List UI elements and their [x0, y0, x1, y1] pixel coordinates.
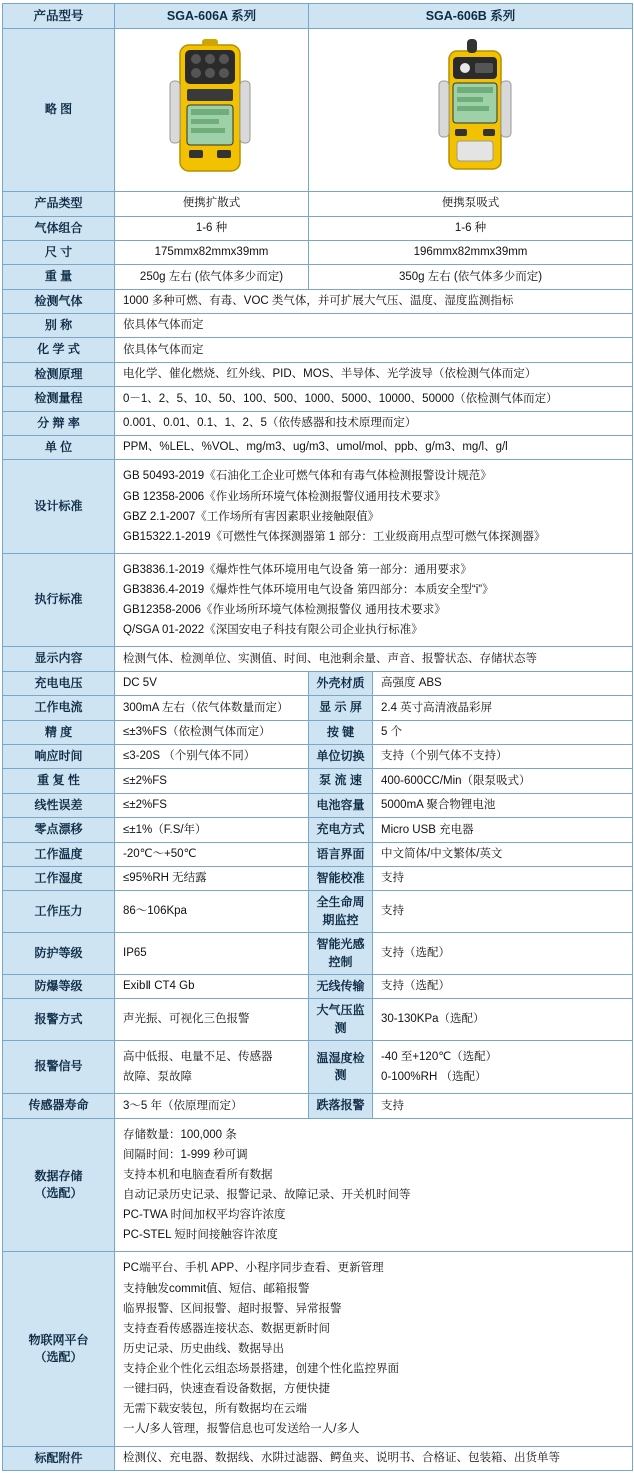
spec-right-value: 支持（选配） [373, 974, 633, 998]
spec-right-value: 5000mA 聚合物锂电池 [373, 793, 633, 817]
temp-humidity-line: 0-100%RH （选配） [381, 1071, 487, 1084]
spec-right-label: 显 示 屏 [309, 696, 373, 720]
accessories-label: 标配附件 [3, 1446, 115, 1470]
alarm-signal-line: 故障、泵故障 [123, 1071, 192, 1084]
spec-left-label: 响应时间 [3, 744, 115, 768]
iot-line: PC端平台、手机 APP、小程序同步查看、更新管理 [123, 1262, 384, 1275]
spec-left-label: 报警方式 [3, 999, 115, 1041]
sensor-life-value: 3～5 年（依原理而定） [115, 1094, 309, 1118]
spec-right-value: 5 个 [373, 720, 633, 744]
iot-label-line1: 物联网平台 [28, 1332, 89, 1347]
iot-line: 一键扫码，快速查看设备数据，方便快捷 [123, 1383, 330, 1396]
spec-right-label: 语言界面 [309, 842, 373, 866]
spec-left-label: 工作电流 [3, 696, 115, 720]
drop-alarm-label: 跌落报警 [309, 1094, 373, 1118]
spec-left-label: 工作温度 [3, 842, 115, 866]
iot-label [3, 1252, 115, 1446]
weight-label: 重 量 [3, 265, 115, 289]
device-image-b [309, 29, 633, 192]
exec-standard-line: GB3836.1-2019《爆炸性气体环境用电气设备 第一部分：通用要求》 [123, 563, 472, 576]
detect-gas-label: 检测气体 [3, 289, 115, 313]
spec-left-value: ≤95%RH 无结露 [115, 866, 309, 890]
table-row-unit [3, 436, 633, 460]
alarm-signal-value [115, 1041, 309, 1094]
table-row-display-content [3, 647, 633, 671]
spec-right-label: 泵 流 速 [309, 769, 373, 793]
design-standard-line: GBZ 2.1-2007《工作场所有害因素职业接触限值》 [123, 510, 380, 523]
design-standard-line: GB15322.1-2019《可燃性气体探测器第 1 部分：工业级商用点型可燃气体探测器》 [123, 530, 546, 543]
temp-humidity-value [373, 1041, 633, 1094]
iot-line: 临界报警、区间报警、超时报警、异常报警 [123, 1302, 342, 1315]
table-row-product-type [3, 192, 633, 216]
table-row-spec-4 [3, 769, 633, 793]
temp-humidity-line: -40 至+120℃（选配） [381, 1051, 498, 1064]
table-row-spec-2 [3, 720, 633, 744]
iot-line: 支持企业个性化云组态场景搭建，创建个性化监控界面 [123, 1363, 399, 1376]
table-row-resolution [3, 411, 633, 435]
table-row-spec-5 [3, 793, 633, 817]
table-row-spec-12 [3, 999, 633, 1041]
spec-left-label: 重 复 性 [3, 769, 115, 793]
table-row-spec-1 [3, 696, 633, 720]
spec-left-label: 线性误差 [3, 793, 115, 817]
gas-combo-b: 1-6 种 [309, 216, 633, 240]
spec-right-value: 高强度 ABS [373, 671, 633, 695]
gas-detector-a-icon [158, 37, 266, 177]
spec-right-value: 400-600CC/Min（限泵吸式） [373, 769, 633, 793]
resolution-value: 0.001、0.01、0.1、1、2、5（依传感器和技术原理而定） [115, 411, 633, 435]
spec-right-value: Micro USB 充电器 [373, 818, 633, 842]
weight-b: 350g 左右 (依气体多少而定) [309, 265, 633, 289]
storage-line: 支持本机和电脑查看所有数据 [123, 1168, 273, 1181]
design-standard-line: GB 12358-2006《作业场所环境气体检测报警仪通用技术要求》 [123, 490, 446, 503]
unit-label: 单 位 [3, 436, 115, 460]
chemical-value: 依具体气体而定 [115, 338, 633, 362]
table-row-alias [3, 314, 633, 338]
spec-right-label: 大气压监测 [309, 999, 373, 1041]
spec-left-label: 防护等级 [3, 933, 115, 975]
unit-value: PPM、%LEL、%VOL、mg/m3、ug/m3、umol/mol、ppb、g/m3、mg/l、g/l [115, 436, 633, 460]
alias-value: 依具体气体而定 [115, 314, 633, 338]
exec-standard-line: GB3836.4-2019《爆炸性气体环境用电气设备 第四部分：本质安全型“i”》 [123, 584, 494, 597]
spec-right-label: 电池容量 [309, 793, 373, 817]
table-row-diagram [3, 29, 633, 192]
product-type-a: 便携扩散式 [115, 192, 309, 216]
spec-right-value: 中文简体/中文繁体/英文 [373, 842, 633, 866]
table-row-spec-11 [3, 974, 633, 998]
principle-label: 检测原理 [3, 362, 115, 386]
spec-left-value: 声光振、可视化三色报警 [115, 999, 309, 1041]
table-row-spec-6 [3, 818, 633, 842]
storage-line: 间隔时间：1-999 秒可调 [123, 1148, 248, 1161]
spec-right-label: 智能光感控制 [309, 933, 373, 975]
spec-table [2, 3, 633, 1471]
table-row-design-standard [3, 460, 633, 554]
table-row-chemical [3, 338, 633, 362]
size-a: 175mmx82mmx39mm [115, 240, 309, 264]
table-row-gas-combo [3, 216, 633, 240]
spec-right-label: 无线传输 [309, 974, 373, 998]
storage-label [3, 1118, 115, 1252]
storage-line: 自动记录历史记录、报警记录、故障记录、开关机时间等 [123, 1189, 411, 1202]
storage-line: 存储数量：100,000 条 [123, 1128, 237, 1141]
display-content-value: 检测气体、检测单位、实测值、时间、电池剩余量、声音、报警状态、存储状态等 [115, 647, 633, 671]
table-row-alarm-signal [3, 1041, 633, 1094]
range-label: 检测量程 [3, 387, 115, 411]
spec-right-value: 2.4 英寸高清液晶彩屏 [373, 696, 633, 720]
spec-right-label: 智能校准 [309, 866, 373, 890]
range-value: 0－1、2、5、10、50、100、500、1000、5000、10000、50000（依检测气体而定） [115, 387, 633, 411]
display-content-label: 显示内容 [3, 647, 115, 671]
spec-right-label: 充电方式 [309, 818, 373, 842]
spec-left-label: 防爆等级 [3, 974, 115, 998]
spec-right-value: 支持（选配） [373, 933, 633, 975]
gas-combo-a: 1-6 种 [115, 216, 309, 240]
table-row-spec-3 [3, 744, 633, 768]
table-row-iot [3, 1252, 633, 1446]
spec-left-label: 精 度 [3, 720, 115, 744]
column-header-b: SGA-606B 系列 [309, 4, 633, 29]
iot-line: 支持查看传感器连接状态、数据更新时间 [123, 1322, 330, 1335]
gas-detector-b-icon [423, 37, 519, 177]
product-type-label: 产品类型 [3, 192, 115, 216]
table-row-sensor-life [3, 1094, 633, 1118]
exec-standard-value [115, 553, 633, 647]
detect-gas-value: 1000 多种可燃、有毒、VOC 类气体，并可扩展大气压、温度、湿度监测指标 [115, 289, 633, 313]
alarm-signal-line: 高中低报、电量不足、传感器 [123, 1051, 273, 1064]
table-row-spec-9 [3, 891, 633, 933]
spec-right-label: 全生命周期监控 [309, 891, 373, 933]
spec-left-value: ≤±3%FS（依检测气体而定） [115, 720, 309, 744]
spec-right-value: 支持（个别气体不支持） [373, 744, 633, 768]
spec-left-label: 零点漂移 [3, 818, 115, 842]
table-row-principle [3, 362, 633, 386]
iot-value [115, 1252, 633, 1446]
spec-left-value: DC 5V [115, 671, 309, 695]
table-row-storage [3, 1118, 633, 1252]
spec-right-label: 单位切换 [309, 744, 373, 768]
spec-left-value: 300mA 左右（依气体数量而定） [115, 696, 309, 720]
principle-value: 电化学、催化燃烧、红外线、PID、MOS、半导体、光学波导（依检测气体而定） [115, 362, 633, 386]
storage-label-line2: （选配） [34, 1186, 83, 1201]
accessories-value: 检测仪、充电器、数据线、水阱过滤器、鳄鱼夹、说明书、合格证、包装箱、出货单等 [115, 1446, 633, 1470]
model-label: 产品型号 [3, 4, 115, 29]
storage-line: PC-STEL 短时间接触容许浓度 [123, 1229, 278, 1242]
spec-right-value: 30-130KPa（选配） [373, 999, 633, 1041]
exec-standard-label: 执行标准 [3, 553, 115, 647]
spec-left-label: 充电电压 [3, 671, 115, 695]
spec-left-value: ExibⅡ CT4 Gb [115, 974, 309, 998]
spec-left-value: ≤±1%（F.S/年） [115, 818, 309, 842]
spec-right-value: 支持 [373, 891, 633, 933]
product-type-b: 便携泵吸式 [309, 192, 633, 216]
device-image-a [115, 29, 309, 192]
weight-a: 250g 左右 (依气体多少而定) [115, 265, 309, 289]
table-row-spec-0 [3, 671, 633, 695]
spec-right-value: 支持 [373, 866, 633, 890]
storage-line: PC-TWA 时间加权平均容许浓度 [123, 1209, 286, 1222]
spec-left-value: 86～106Kpa [115, 891, 309, 933]
storage-value [115, 1118, 633, 1252]
spec-left-label: 工作压力 [3, 891, 115, 933]
temp-humidity-label: 温湿度检测 [309, 1041, 373, 1094]
table-row-range [3, 387, 633, 411]
size-label: 尺 寸 [3, 240, 115, 264]
alarm-signal-label: 报警信号 [3, 1041, 115, 1094]
table-row-spec-7 [3, 842, 633, 866]
spec-left-value: ≤3-20S （个别气体不同） [115, 744, 309, 768]
iot-line: 无需下载安装包，所有数据均在云端 [123, 1403, 307, 1416]
iot-line: 支持触发commit值、短信、邮箱报警 [123, 1282, 310, 1295]
exec-standard-line: Q/SGA 01-2022《深国安电子科技有限公司企业执行标准》 [123, 624, 423, 637]
diagram-label: 略 图 [3, 29, 115, 192]
spec-right-label: 按 键 [309, 720, 373, 744]
table-row-accessories [3, 1446, 633, 1470]
spec-left-value: IP65 [115, 933, 309, 975]
table-row-exec-standard [3, 553, 633, 647]
table-row-spec-8 [3, 866, 633, 890]
storage-label-line1: 数据存储 [34, 1168, 83, 1183]
table-row-detect-gas [3, 289, 633, 313]
design-standard-label: 设计标准 [3, 460, 115, 554]
table-row-spec-10 [3, 933, 633, 975]
size-b: 196mmx82mmx39mm [309, 240, 633, 264]
design-standard-line: GB 50493-2019《石油化工企业可燃气体和有毒气体检测报警设计规范》 [123, 470, 492, 483]
sensor-life-label: 传感器寿命 [3, 1094, 115, 1118]
iot-label-line2: （选配） [34, 1350, 83, 1365]
table-row-header [3, 4, 633, 29]
resolution-label: 分 辩 率 [3, 411, 115, 435]
column-header-a: SGA-606A 系列 [115, 4, 309, 29]
drop-alarm-value: 支持 [373, 1094, 633, 1118]
chemical-label: 化 学 式 [3, 338, 115, 362]
spec-left-value: ≤±2%FS [115, 769, 309, 793]
design-standard-value [115, 460, 633, 554]
table-row-size [3, 240, 633, 264]
spec-left-value: -20℃～+50℃ [115, 842, 309, 866]
iot-line: 一人/多人管理，报警信息也可发送给一人/多人 [123, 1423, 360, 1436]
spec-left-value: ≤±2%FS [115, 793, 309, 817]
iot-line: 历史记录、历史曲线、数据导出 [123, 1342, 284, 1355]
spec-right-label: 外壳材质 [309, 671, 373, 695]
exec-standard-line: GB12358-2006《作业场所环境气体检测报警仪 通用技术要求》 [123, 604, 446, 617]
gas-combo-label: 气体组合 [3, 216, 115, 240]
spec-left-label: 工作湿度 [3, 866, 115, 890]
alias-label: 别 称 [3, 314, 115, 338]
table-row-weight [3, 265, 633, 289]
